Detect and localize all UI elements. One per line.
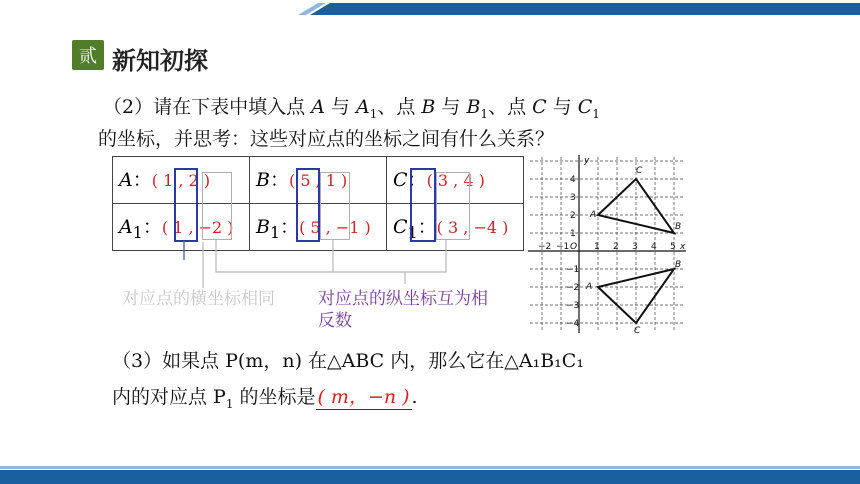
table-cell-b: B：( 5 , 1 ) — [250, 157, 387, 204]
table-cell-b1: $B_1$：( 5 , −1 ) — [250, 204, 387, 251]
y-tick: 3 — [570, 193, 576, 203]
section-badge: 贰 — [72, 40, 104, 70]
table-cell-c: C：( 3 , 4 ) — [387, 157, 524, 204]
x-tick: −1 — [556, 242, 570, 252]
graph-svg — [528, 155, 688, 333]
table-cell-c1: $C_1$：( 3 , −4 ) — [387, 204, 524, 251]
y-tick: −4 — [566, 319, 580, 329]
grid-lines — [530, 157, 684, 331]
note-horizontal: 对应点的横坐标相同 — [122, 289, 275, 309]
y-tick: −3 — [566, 301, 580, 311]
y-tick: −2 — [566, 283, 580, 293]
y-tick: −1 — [566, 265, 580, 275]
point-b1-label: B — [675, 260, 682, 270]
x-tick: 1 — [594, 242, 600, 252]
point-a1-label: A — [586, 282, 593, 292]
x-tick: 3 — [632, 242, 638, 252]
y-axis-label: y — [584, 156, 590, 166]
table-cell-a1: $A_1$：( 1 , −2 ) — [113, 204, 250, 251]
point-a-label: A — [590, 210, 597, 220]
bottom-bar — [0, 470, 860, 484]
x-tick: −2 — [538, 242, 552, 252]
y-tick: 4 — [570, 175, 576, 185]
answer-blank: ( m，−n ) — [316, 382, 412, 410]
coordinate-graph — [528, 155, 688, 337]
x-tick: 5 — [670, 242, 676, 252]
note-vertical: 对应点的纵坐标互为相反数 — [318, 289, 488, 331]
question-2-line-1: （2）请在下表中填入点 A 与 $A_1$、点 B 与 $B_1$、点 C 与 $C_1$ — [103, 96, 600, 121]
y-tick: 1 — [570, 229, 576, 239]
origin-label: O — [570, 242, 578, 252]
section-title: 新知初探 — [112, 47, 208, 75]
point-c1-label: C — [634, 326, 641, 333]
table-cell-a: A：( 1 , 2 ) — [113, 157, 250, 204]
question-2-line-2: 的坐标，并思考：这些对应点的坐标之间有什么关系？ — [98, 128, 555, 150]
point-b-label: B — [675, 222, 682, 232]
question-3-line-2: 内的对应点 $P_1$ 的坐标是 ( m，−n ) . — [112, 382, 418, 411]
point-c-label: C — [636, 166, 643, 176]
axes — [528, 155, 686, 333]
x-tick: 4 — [651, 242, 657, 252]
question-3-line-1: （3）如果点 P(m，n) 在△ABC 内，那么它在△A₁B₁C₁ — [112, 350, 584, 372]
y-tick: 2 — [570, 211, 576, 221]
x-tick: 2 — [613, 242, 619, 252]
x-axis-label: x — [680, 242, 686, 252]
